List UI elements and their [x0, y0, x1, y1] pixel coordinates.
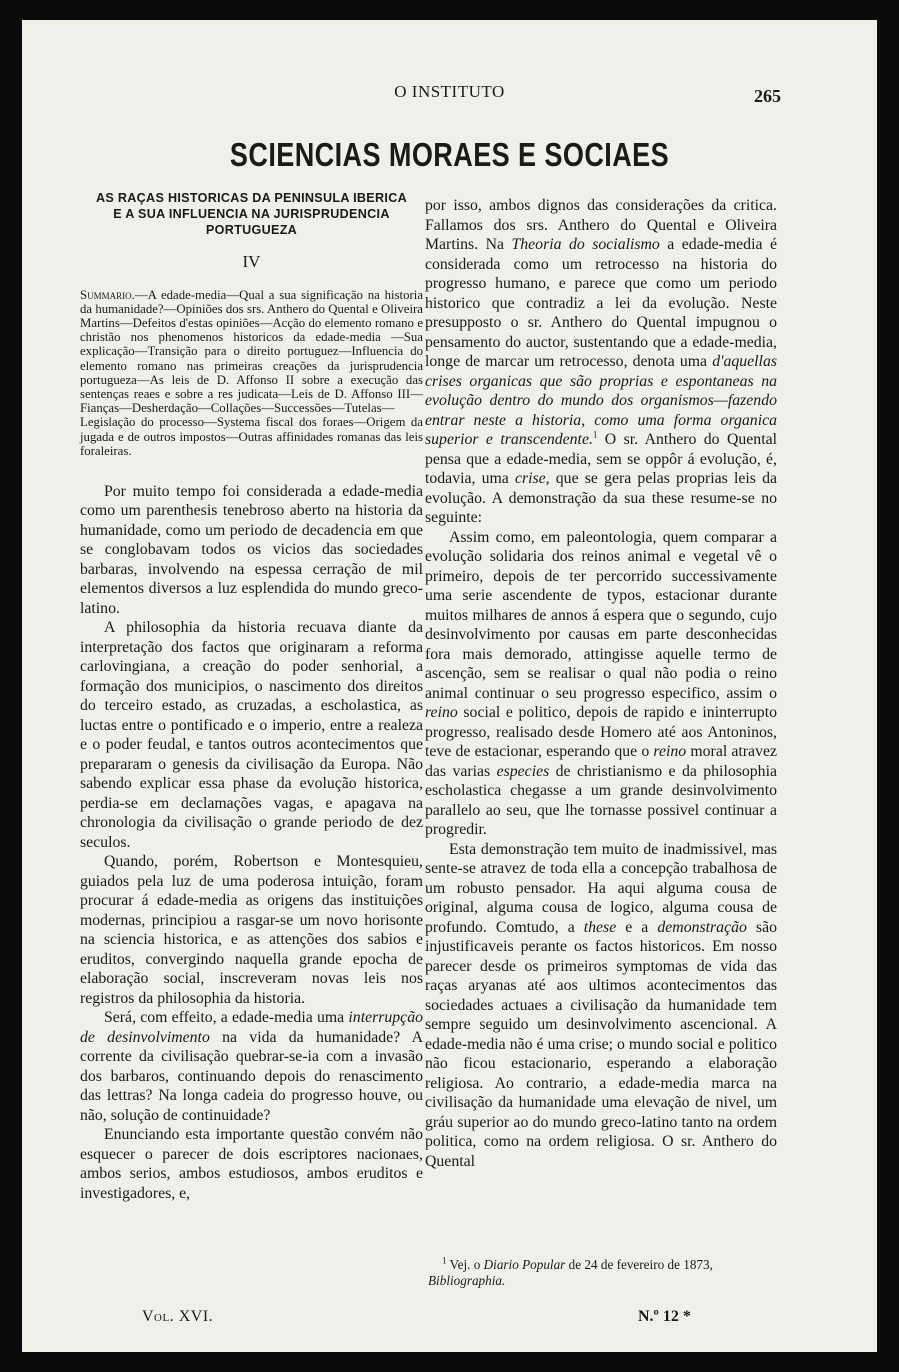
text-run: Vej. o	[446, 1257, 484, 1273]
article-title	[80, 190, 423, 238]
running-head: O INSTITUTO	[394, 82, 505, 101]
italic-run: Bibliographia.	[428, 1273, 506, 1289]
footnote-marker: 1	[592, 429, 598, 440]
text-run: Esta demonstração tem muito de inadmissivel, mas sente-se atravez de toda ella a concepção trabalhosa de um robusto pensador. Ha aqui alguma cousa de original, alguma cousa de logico, alguma cousa de profundo. Comtudo, a	[425, 840, 777, 936]
page-number: 265	[754, 86, 781, 106]
paragraph: A philosophia da historia recuava diante da interpretação dos factos que originaram a reforma carlovingiana, a creação do poder senhorial, a formação dos municipios, o nascimento dos direitos do terceiro estado, as cruzadas, a escholastica, as luctas entre o pontificado e o imperio, entre a realeza e o poder feudal, e tantos outros acontecimentos que prepararam o genesis da civilisação da Europa. Não sabendo explicar essa phase da evolução historica, perdia-se em declamações vagas, e apagava na chronologia da civilisação o grande periodo de dez seculos.	[80, 619, 423, 851]
paragraph	[425, 528, 777, 840]
italic-run: interrupção de desinvolvimento	[80, 1009, 423, 1046]
italic-run: Theoria do socialismo	[511, 236, 660, 253]
text-run: de christianismo e da philosophia escholastica chegasse a um grande desinvolvimento parallelo ao seu, que lhe tornasse possivel continuar a progredir.	[425, 762, 777, 838]
section-title: SCIENCIAS MORAES E SOCIAES	[229, 136, 670, 173]
paragraph	[80, 1008, 423, 1125]
text-run: na vida da humanidade? A corrente da civilisação quebrar-se-ia com a invasão dos barbaros, continuando depois do renascimento das lettras? Na longa cadeia do progresso houve, ou não, solução de continuidade?	[80, 1028, 423, 1124]
text-run: Assim como, em paleontologia, quem comparar a evolução solidaria dos reinos animal e vegetal vê o primeiro, depois de ter percorrido successivamente uma serie ascendente de typos, estacionar durante muitos milhares de annos á espera que o segundo, cujo desinvolvimento por causas em parte desconhecidas fora mais demorado, attingisse aquelle termo de ascenção, sem se realisar o qual não podia o reino animal continuar o seu progresso especifico, assim o	[425, 528, 777, 702]
summary-text: —A edade-media—Qual a sua significação na historia da humanidade?—Opiniões dos srs. Anthero do Quental e Oliveira Martins—Defeitos d'estas opiniões—Acção do elemento romano e christão nos phenomenos historicos da edade-media —Sua explicação—Transição para o direito portuguez—Influencia do elemento romano nas primeiras creações da jurisprudencia portugueza—As leis de D. Affonso II sobre a execução das sentenças reaes e sobre a res judicata—Leis de D. Affonso III—Fianças—Desherdação—Collações—Successões—Tutelas—Legislação do processo—Systema fiscal dos foraes—Origem da jugada e de outros impostos—Outras affinidades romanas das leis foraleiras.	[80, 287, 423, 458]
paragraph	[425, 840, 777, 1172]
italic-run: demonstração	[657, 918, 747, 936]
right-column	[425, 196, 777, 1171]
article-title-line: E A SUA INFLUENCIA NA JURISPRUDENCIA	[113, 207, 390, 221]
part-number: IV	[242, 252, 261, 271]
paragraph: Por muito tempo foi considerada a edade-media como um parenthesis tenebroso aberto na historia da humanidade, como um periodo de decadencia em que se conglobavam todos os vicios das sociedades barbaras, involvendo na espessa cerração de mil elementos diversos a luz esplendida do mundo greco-latino.	[80, 482, 423, 617]
italic-run: crise,	[514, 470, 550, 487]
signature-mark: N.º 12 *	[638, 1308, 691, 1325]
italic-run: these	[583, 918, 617, 936]
left-column	[80, 190, 423, 1203]
text-run: O sr. Anthero do Quental pensa que a edade-media, sem se oppôr á evolução, é, todavia, uma	[425, 431, 777, 487]
italic-run: Diario Popular	[483, 1257, 566, 1273]
text-run: e a	[616, 918, 658, 936]
summary-label: Summario.	[80, 287, 135, 302]
text-run: são injustificaveis perante os factos historicos. Em nosso parecer desde os primeiros symptomas de vida das raças aryanas até aos ultimos acontecimentos das sociedades actuaes a civilisação da humanidade tem sempre seguido um desinvolvimento ascencional. A edade-media não é uma crise; o mundo social e politico não ficou estacionario, esperando a elaboração religiosa. Ao contrario, a edade-media marca na civilisação da humanidade uma elevação de nivel, um gráu superior ao do mundo greco-latino tanto na ordem politica, como na ordem religiosa. O sr. Anthero do Quental	[425, 918, 777, 1170]
footnote	[428, 1257, 778, 1289]
italic-run: reino	[653, 743, 687, 760]
text-run: por isso, ambos dignos das considerações da critica. Fallamos dos srs. Anthero do Quental e Oliveira Martins. Na	[425, 197, 777, 253]
article-title-line: AS RAÇAS HISTORICAS DA PENINSULA IBERICA	[95, 191, 407, 205]
italic-run: reino	[425, 704, 458, 721]
text-run: a edade-media é considerada como um retrocesso na historia do progresso humano, e parece que como um periodo historico que contradiz a lei da evolução. Neste presupposto o sr. Anthero do Quental impugnou o pensamento do auctor, sustentando que a edade-media, longe de marcar um retrocesso, denota uma	[425, 236, 777, 370]
paragraph	[425, 196, 777, 528]
text-run: social e politico, depois de rapido e ininterrupto progresso, realisado desde Homero até aos Antoninos, teve de estacionar, esperando que o	[425, 704, 777, 760]
italic-run: d'aquellas crises organicas que são proprias e espontaneas na evolução dentro do mundo dos organismos—fazendo entrar neste a historia, como uma forma organica superior e transcendente.	[425, 353, 777, 448]
italic-run: especies	[496, 762, 550, 780]
volume-label: Vol. XVI.	[142, 1308, 214, 1325]
text-run: que se gera pelas proprias leis da evolução. A demonstração da sua these resume-se no seguinte:	[425, 470, 777, 526]
text-run: Será, com effeito, a edade-media uma	[104, 1009, 349, 1027]
paragraph: Enunciando esta importante questão convém não esquecer o parecer de dois escriptores nacionaes, ambos serios, ambos estudiosos, ambos eruditos e investigadores, e,	[80, 1126, 423, 1202]
document-page	[22, 20, 877, 1352]
text-run: moral atravez das varias	[425, 743, 777, 780]
article-title-line: PORTUGUEZA	[205, 223, 298, 237]
summary	[80, 288, 423, 458]
text-run: de 24 de fevereiro de 1873,	[565, 1257, 713, 1273]
footnote-mark: 1	[442, 1255, 447, 1266]
paragraph: Quando, porém, Robertson e Montesquieu, guiados pela luz de uma poderosa intuição, foram procurar á edade-media as origens das instituições modernas, principiou a rasgar-se um novo horisonte na sciencia historica, e as attenções dos sabios e eruditos, convergindo naquella grande epocha de elaboração social, inscreveram novas leis nos registros da philosophia da historia.	[80, 853, 423, 1007]
